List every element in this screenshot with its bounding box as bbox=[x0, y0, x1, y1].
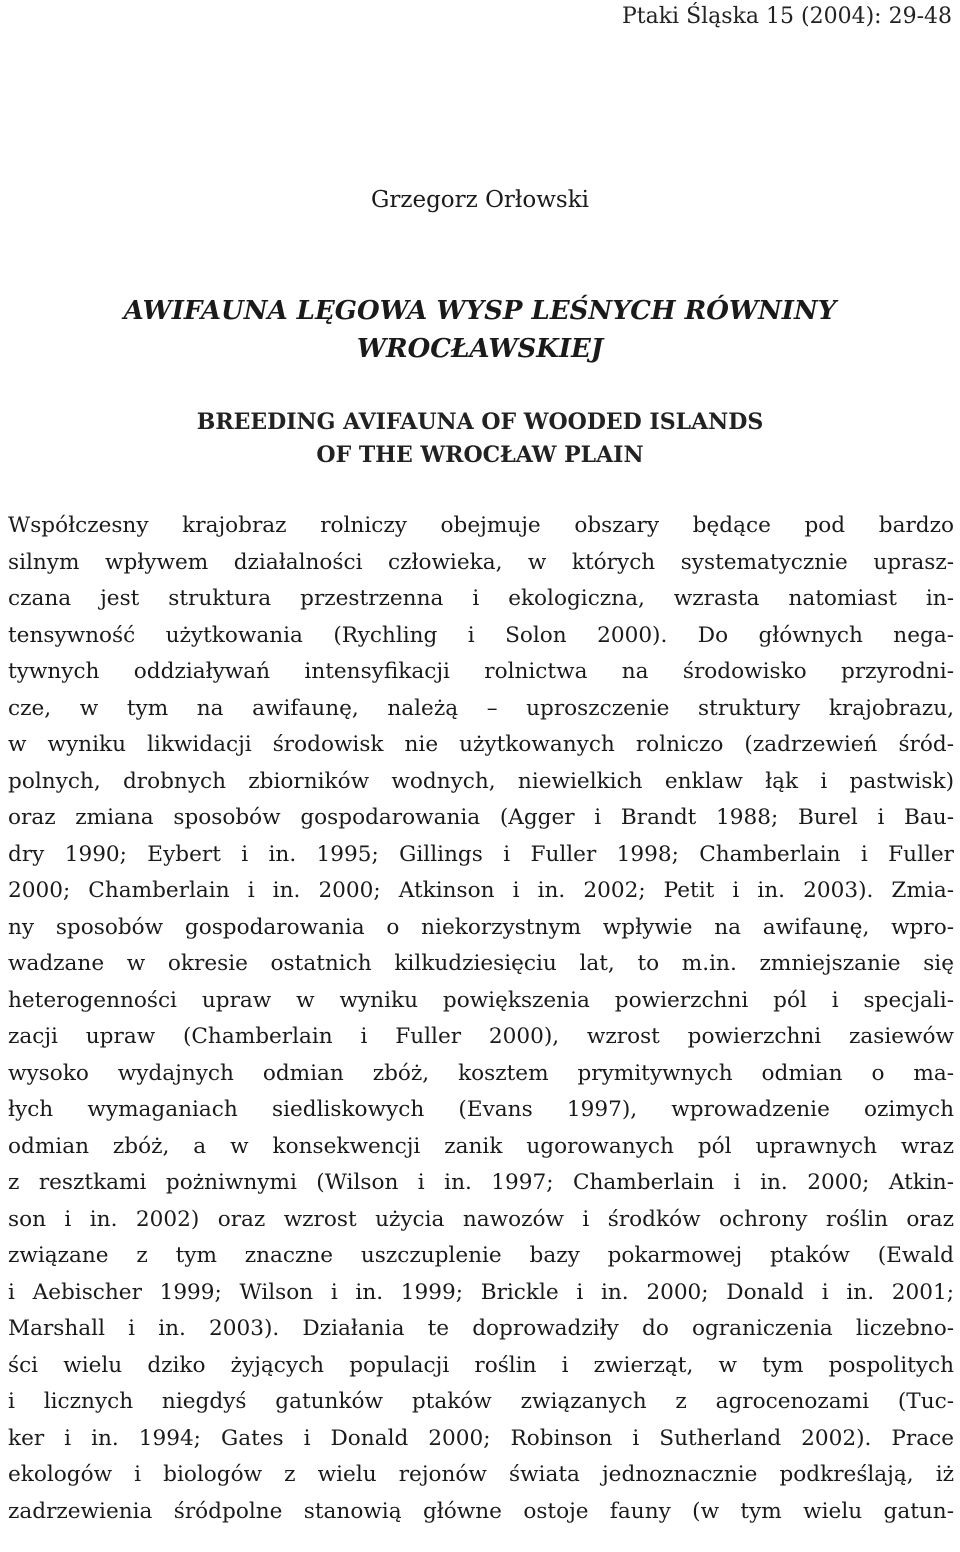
body-line: son i in. 2002) oraz wzrost użycia nawozów i środków ochrony roślin oraz bbox=[8, 1206, 954, 1232]
author-name: Grzegorz Orłowski bbox=[370, 187, 590, 213]
body-line: zadrzewienia śródpolne stanowią główne ostoje fauny (w tym wielu gatun- bbox=[8, 1498, 954, 1524]
body-line: Współczesny krajobraz rolniczy obejmuje obszary będące pod bardzo bbox=[8, 513, 954, 538]
subtitle-line: BREEDING AVIFAUNA OF WOODED ISLANDS bbox=[196, 409, 764, 435]
body-line: oraz zmiana sposobów gospodarowania (Agger i Brandt 1988; Burel i Bau- bbox=[8, 805, 954, 830]
body-line: i licznych niegdyś gatunków ptaków związanych z agrocenozami (Tuc- bbox=[8, 1389, 954, 1414]
subtitle-line: OF THE WROCŁAW PLAIN bbox=[316, 442, 644, 468]
body-line: tywnych oddziaływań intensyfikacji rolnictwa na środowisko przyrodni- bbox=[8, 659, 954, 684]
body-line: zacji upraw (Chamberlain i Fuller 2000), wzrost powierzchni zasiewów bbox=[8, 1024, 954, 1049]
body-line: heterogenności upraw w wyniku powiększenia powierzchni pól i specjali- bbox=[8, 987, 954, 1013]
body-line: ekologów i biologów z wielu rejonów świata jednoznacznie podkreślają, iż bbox=[8, 1462, 954, 1487]
body-line: ny sposobów gospodarowania o niekorzystnym wpływie na awifaunę, wpro- bbox=[8, 914, 954, 940]
body-line: ker i in. 1994; Gates i Donald 2000; Robinson i Sutherland 2002). Prace bbox=[8, 1425, 954, 1451]
body-line: czana jest struktura przestrzenna i ekologiczna, wzrasta natomiast in- bbox=[8, 586, 954, 611]
english-title bbox=[0, 406, 960, 472]
body-line: tensywność użytkowania (Rychling i Solon 2000). Do głównych nega- bbox=[8, 622, 954, 648]
body-line: cze, w tym na awifaunę, należą – uproszczenie struktury krajobrazu, bbox=[8, 695, 954, 721]
article-title bbox=[0, 292, 960, 368]
body-line: wysoko wydajnych odmian zbóż, kosztem prymitywnych odmian o ma- bbox=[8, 1060, 954, 1086]
body-line: polnych, drobnych zbiorników wodnych, niewielkich enklaw łąk i pastwisk) bbox=[8, 768, 954, 794]
title-line: AWIFAUNA LĘGOWA WYSP LEŚNYCH RÓWNINY bbox=[123, 296, 837, 326]
body-line: Marshall i in. 2003). Działania te doprowadziły do ograniczenia liczebno- bbox=[8, 1316, 954, 1341]
body-line: z resztkami pożniwnymi (Wilson i in. 1997; Chamberlain i in. 2000; Atkin- bbox=[8, 1170, 954, 1195]
body-line: łych wymaganiach siedliskowych (Evans 1997), wprowadzenie ozimych bbox=[8, 1097, 954, 1122]
body-line: wadzane w okresie ostatnich kilkudziesięciu lat, to m.in. zmniejszanie się bbox=[8, 951, 954, 976]
body-line: silnym wpływem działalności człowieka, w których systematycznie uprasz- bbox=[8, 549, 954, 575]
title-line: WROCŁAWSKIEJ bbox=[356, 334, 604, 364]
body-line: 2000; Chamberlain i in. 2000; Atkinson i in. 2002; Petit i in. 2003). Zmia- bbox=[8, 878, 954, 903]
body-line: dry 1990; Eybert i in. 1995; Gillings i Fuller 1998; Chamberlain i Fuller bbox=[8, 841, 954, 867]
journal-reference: Ptaki Śląska 15 (2004): 29-48 bbox=[621, 4, 952, 29]
body-line: ści wielu dziko żyjących populacji roślin i zwierząt, w tym pospolitych bbox=[8, 1352, 954, 1378]
body-line: związane z tym znaczne uszczuplenie bazy pokarmowej ptaków (Ewald bbox=[8, 1243, 954, 1268]
body-paragraph bbox=[8, 508, 954, 1530]
body-line: w wyniku likwidacji środowisk nie użytkowanych rolniczo (zadrzewień śród- bbox=[8, 732, 954, 757]
body-line: i Aebischer 1999; Wilson i in. 1999; Brickle i in. 2000; Donald i in. 2001; bbox=[8, 1279, 954, 1305]
body-line: odmian zbóż, a w konsekwencji zanik ugorowanych pól uprawnych wraz bbox=[8, 1133, 954, 1159]
